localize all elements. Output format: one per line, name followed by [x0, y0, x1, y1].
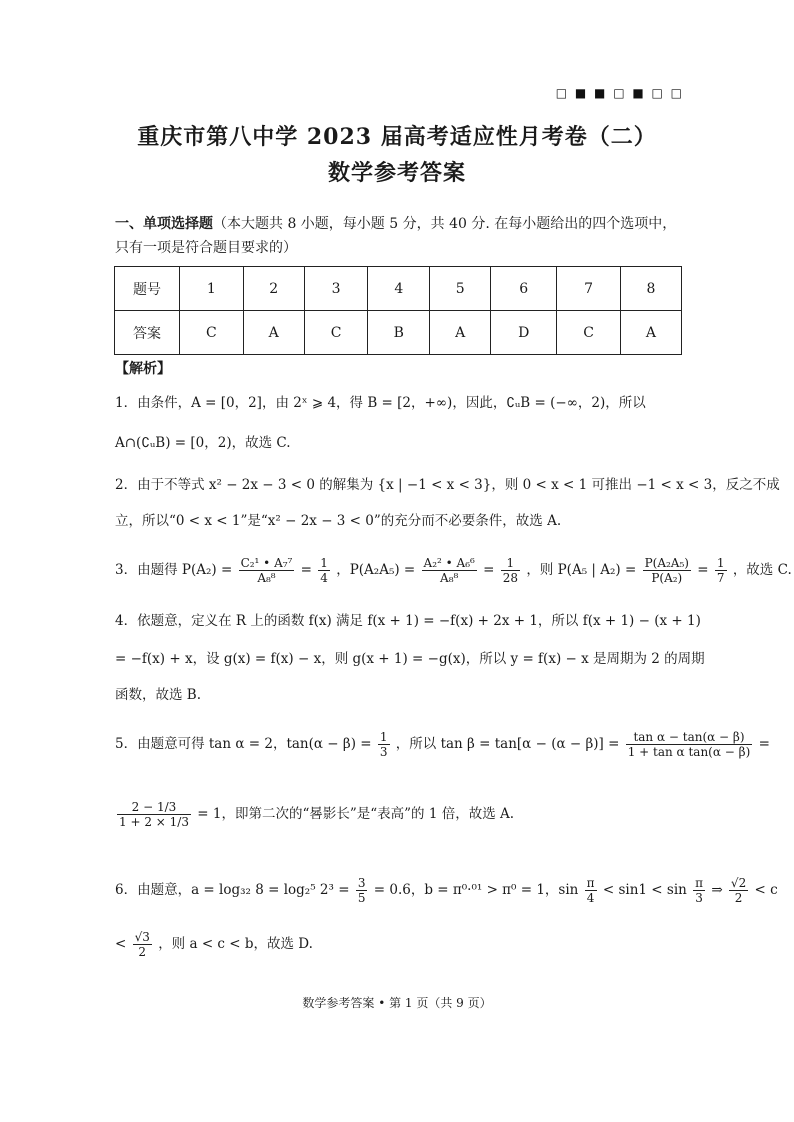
denominator: 3	[379, 745, 388, 759]
denominator: 4	[320, 571, 328, 585]
title-line2: 数学参考答案	[327, 160, 466, 186]
table-cell: 7	[557, 267, 621, 311]
denominator: 2	[138, 945, 147, 959]
q5-pre: 5．由题意可得 tan α = 2，tan(α − β) =	[115, 736, 372, 752]
numerator: P(A₂A₅)	[644, 556, 689, 570]
denominator: 1 + tan α tan(α − β)	[627, 745, 751, 759]
numerator: tan α − tan(α − β)	[626, 730, 753, 745]
numerator: A₂² • A₆⁶	[423, 556, 475, 570]
q6-b-end: ，则 a < c < b，故选 D.	[158, 936, 313, 952]
corner-mark: □ ■ ■ □ ■ □ □	[555, 86, 684, 100]
numerator: √3	[134, 930, 150, 944]
equals: =	[758, 736, 770, 752]
numerator: 1	[716, 556, 725, 570]
fraction	[715, 556, 727, 585]
table-cell: D	[491, 311, 557, 355]
table-cell: B	[368, 311, 430, 355]
table-cell: C	[304, 311, 368, 355]
q5-mid: ，所以 tan β = tan[α − (α − β)] =	[395, 736, 620, 752]
q6-end: < c	[754, 882, 778, 898]
fraction	[626, 730, 753, 759]
section-desc: （本大题共 8 小题，每小题 5 分，共 40 分. 在每小题给出的四个选项中，只有一项是符合题目要求的）	[115, 216, 677, 256]
q6-line2	[115, 930, 685, 959]
q5-line1	[115, 730, 770, 759]
table-cell: C	[557, 311, 621, 355]
q3-end: ，故选 C.	[732, 562, 792, 578]
table-cell: 3	[304, 267, 368, 311]
table-cell: C	[180, 311, 244, 355]
fraction	[643, 556, 691, 585]
q4-line2: = −f(x) + x，设 g(x) = f(x) − x，则 g(x + 1) = −g(x)，所以 y = f(x) − x 是周期为 2 的周期	[115, 651, 705, 667]
numerator: 1	[379, 730, 388, 744]
q6-mid: = 0.6，b = π⁰·⁰¹ > π⁰ = 1，sin	[373, 882, 579, 898]
table-cell: 6	[491, 267, 557, 311]
denominator: 28	[502, 571, 519, 585]
fraction	[318, 556, 330, 585]
q6-b-pre: <	[115, 936, 127, 952]
fraction	[729, 876, 748, 905]
q3-pre: 3．由题得 P(A₂) =	[115, 562, 233, 578]
section-heading	[115, 212, 685, 260]
denominator: 1 + 2 × 1/3	[119, 815, 189, 829]
equals: =	[300, 562, 312, 578]
fraction	[133, 930, 152, 959]
q6-mid3: ⇒	[711, 882, 723, 898]
q6-mid2: < sin1 < sin	[602, 882, 687, 898]
page-footer: 数学参考答案 • 第 1 页（共 9 页）	[302, 996, 492, 1010]
table-cell: 2	[243, 267, 304, 311]
fraction	[378, 730, 390, 759]
denominator: 5	[357, 891, 366, 905]
fraction	[501, 556, 520, 585]
q5-end: = 1，即第二次的“晷影长”是“表高”的 1 倍，故选 A.	[197, 806, 515, 822]
fraction	[356, 876, 368, 905]
numerator: C₂¹ • A₇⁷	[240, 556, 293, 570]
q6-line1	[115, 876, 778, 905]
numerator: π	[586, 876, 595, 890]
fraction	[585, 876, 597, 905]
numerator: 1	[320, 556, 328, 570]
equals: =	[483, 562, 495, 578]
equals: =	[697, 562, 709, 578]
table-cell: 8	[620, 267, 681, 311]
q1-line1: 1．由条件，A = [0，2]，由 2ˣ ⩾ 4，得 B = [2，+∞)，因此，∁ᵤB = (−∞，2)，所以	[115, 395, 646, 411]
denominator: A₈⁸	[257, 571, 276, 585]
q1-line2: A∩(∁ᵤB) = [0，2)，故选 C.	[115, 435, 291, 451]
numerator: 3	[357, 876, 366, 890]
denominator: A₈⁸	[440, 571, 459, 585]
table-row	[115, 311, 682, 355]
denominator: 4	[586, 891, 595, 905]
table-cell: 5	[430, 267, 491, 311]
q3-line	[115, 556, 792, 585]
q2-line2: 立，所以“0 < x < 1”是“x² − 2x − 3 < 0”的充分而不必要条件，故选 A.	[115, 513, 562, 529]
numerator: 2 − 1/3	[117, 800, 191, 815]
table-cell: 4	[368, 267, 430, 311]
table-cell: A	[620, 311, 681, 355]
q2-line1: 2．由于不等式 x² − 2x − 3 < 0 的解集为 {x | −1 < x < 3}，则 0 < x < 1 可推出 −1 < x < 3，反之不成	[115, 477, 780, 493]
q3-mid2: ，则 P(A₅ | A₂) =	[526, 562, 637, 578]
denominator: 3	[695, 891, 703, 905]
denominator: 7	[716, 571, 725, 585]
table-cell: 1	[180, 267, 244, 311]
q5-line2	[115, 800, 685, 829]
row-header: 题号	[115, 267, 180, 311]
answer-table	[114, 266, 682, 355]
fraction	[117, 800, 191, 829]
numerator: √2	[730, 876, 747, 890]
section-label: 一、单项选择题	[115, 216, 213, 232]
numerator: π	[695, 876, 704, 890]
q6-pre: 6．由题意，a = log₃₂ 8 = log₂⁵ 2³ =	[115, 882, 350, 898]
numerator: 1	[501, 556, 520, 571]
row-header: 答案	[115, 311, 180, 355]
denominator: 2	[734, 891, 743, 905]
denominator: P(A₂)	[651, 571, 683, 585]
q4-line3: 函数，故选 B.	[115, 687, 202, 703]
fraction	[239, 556, 295, 585]
table-cell: A	[430, 311, 491, 355]
analysis-heading: 【解析】	[115, 361, 171, 377]
title-line1: 重庆市第八中学 2023 届高考适应性月考卷（二）	[137, 124, 657, 150]
table-row	[115, 267, 682, 311]
fraction	[422, 556, 477, 585]
q3-mid1: ，P(A₂A₅) =	[336, 562, 416, 578]
fraction	[693, 876, 705, 905]
table-cell: A	[243, 311, 304, 355]
q4-line1: 4．依题意，定义在 R 上的函数 f(x) 满足 f(x + 1) = −f(x) + 2x + 1，所以 f(x + 1) − (x + 1)	[115, 613, 701, 629]
